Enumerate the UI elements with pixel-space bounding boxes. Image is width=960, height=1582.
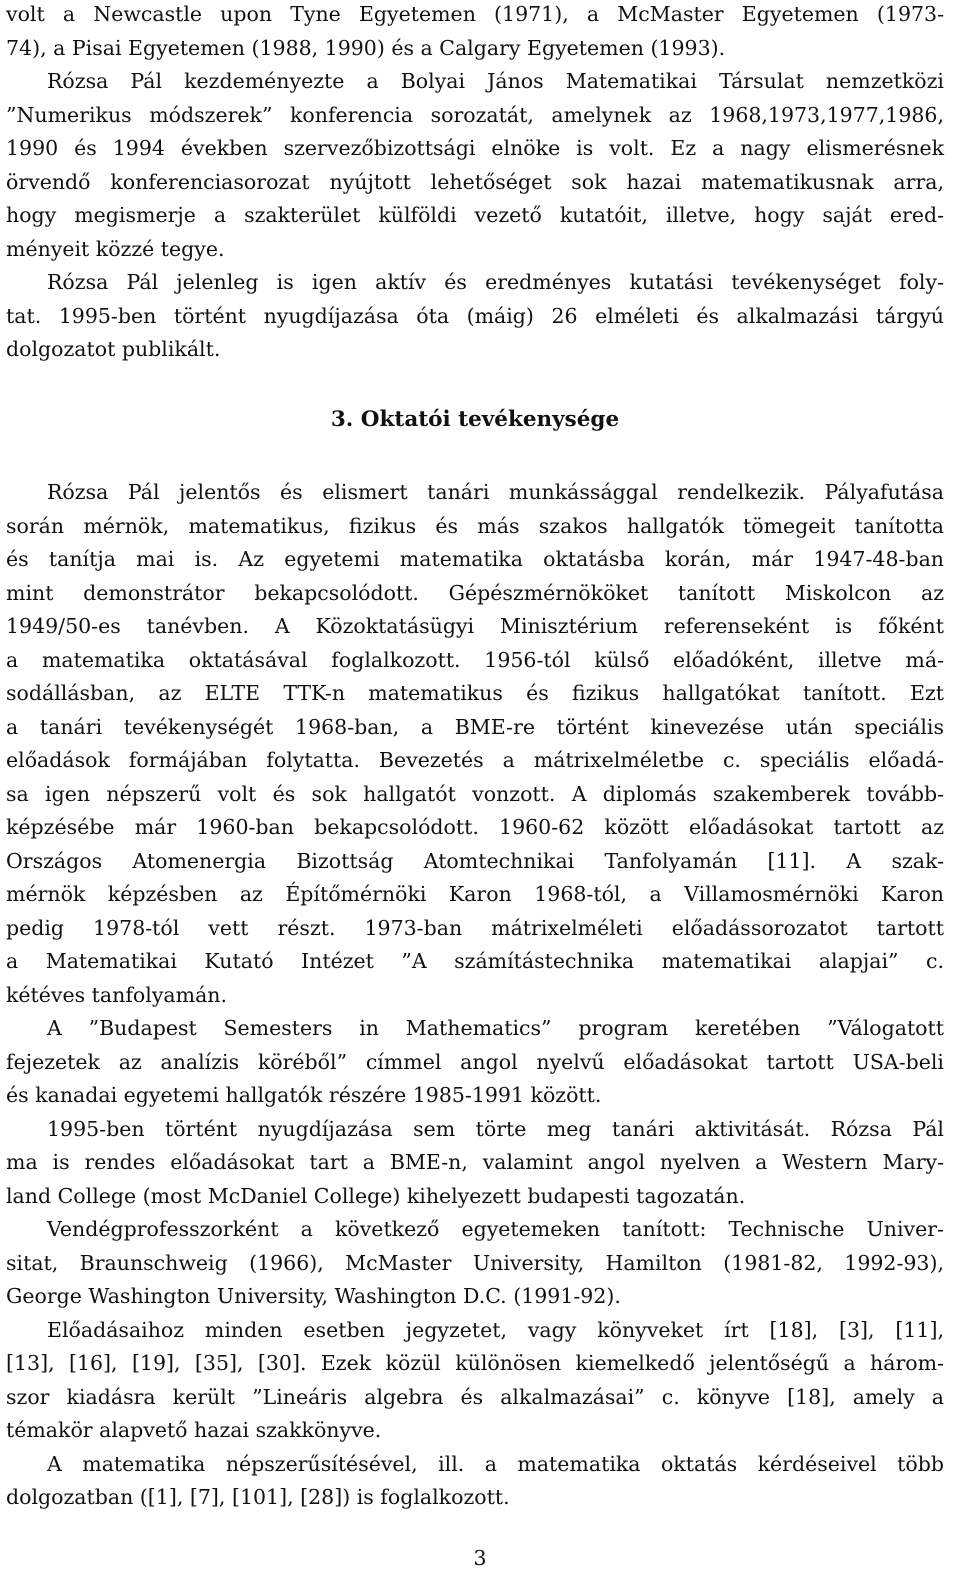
text-line: 1990 és 1994 években szervezőbizottsági elnöke is volt. Ez a nagy elismerésnek xyxy=(6,136,944,160)
text-line: mérnök képzésben az Építőmérnöki Karon 1968-tól, a Villamosmérnöki Karon xyxy=(6,882,944,906)
text-line: fejezetek az analízis köréből” címmel angol nyelvű előadásokat tartott USA-beli xyxy=(6,1049,944,1074)
text-line: képzésébe már 1960-ban bekapcsolódott. 1960-62 között előadásokat tartott az xyxy=(6,815,944,839)
text-line: Vendégprofesszorként a következő egyetemeken tanított: Technische Univer- xyxy=(47,1217,944,1241)
text-line: során mérnök, matematikus, fizikus és más szakos hallgatók tömegeit tanította xyxy=(6,513,944,538)
text-line: a matematika oktatásával foglalkozott. 1956-tól külső előadóként, illetve má- xyxy=(6,647,944,672)
text-line: a Matematikai Kutató Intézet ”A számítástechnika matematikai alapjai” c. xyxy=(6,949,944,973)
text-line: George Washington University, Washington D.C. (1991-92). xyxy=(6,1284,621,1308)
section-heading: 3. Oktatói tevékenysége xyxy=(330,407,620,432)
text-line: és tanítja mai is. Az egyetemi matematika oktatásba korán, már 1947-48-ban xyxy=(6,547,944,571)
intro-paragraphs xyxy=(6,0,944,367)
text-line: előadások formájában folytatta. Bevezetés a mátrixelméletbe c. speciális előadá- xyxy=(6,748,944,772)
text-line: Rózsa Pál jelenleg is igen aktív és eredményes kutatási tevékenységet foly- xyxy=(47,270,944,294)
text-line: ményeit közzé tegye. xyxy=(6,236,225,261)
text-line: Rózsa Pál jelentős és elismert tanári munkássággal rendelkezik. Pályafutása xyxy=(47,480,944,504)
text-line: 1949/50-es tanévben. A Közoktatásügyi Minisztérium referenseként is főként xyxy=(6,614,944,638)
text-line: volt a Newcastle upon Tyne Egyetemen (1971), a McMaster Egyetemen (1973- xyxy=(6,2,944,26)
text-line: dolgozatot publikált. xyxy=(6,337,221,361)
text-line: 1995-ben történt nyugdíjazása sem törte meg tanári aktivitását. Rózsa Pál xyxy=(47,1116,944,1141)
text-line: 74), a Pisai Egyetemen (1988, 1990) és a Calgary Egyetemen (1993). xyxy=(6,35,726,60)
text-line: hogy megismerje a szakterület külföldi vezető kutatóit, illetve, hogy saját ered- xyxy=(6,203,944,227)
text-line: tat. 1995-ben történt nyugdíjazása óta (máig) 26 elméleti és alkalmazási tárgyú xyxy=(6,303,944,328)
text-line: A matematika népszerűsítésével, ill. a matematika oktatás kérdéseivel több xyxy=(47,1451,944,1476)
page-number: 3 xyxy=(473,1546,487,1570)
text-line: land College (most McDaniel College) kihelyezett budapesti tagozatán. xyxy=(6,1183,746,1208)
text-line: Előadásaihoz minden esetben jegyzetet, vagy könyveket írt [18], [3], [11], xyxy=(47,1317,944,1342)
text-line: dolgozatban ([1], [7], [101], [28]) is foglalkozott. xyxy=(6,1485,510,1509)
text-line: kétéves tanfolyamán. xyxy=(6,982,228,1007)
text-line: [13], [16], [19], [35], [30]. Ezek közül különösen kiemelkedő jelentőségű a három- xyxy=(6,1351,944,1375)
text-line: ma is rendes előadásokat tart a BME-n, valamint angol nyelven a Western Mary- xyxy=(6,1150,944,1174)
text-line: sa igen népszerű volt és sok hallgatót vonzott. A diplomás szakemberek tovább- xyxy=(6,781,944,806)
text-line: ”Numerikus módszerek” konferencia sorozatát, amelynek az 1968,1973,1977,1986, xyxy=(6,102,944,127)
text-line: szor kiadásra került ”Lineáris algebra és alkalmazásai” c. könyve [18], amely a xyxy=(6,1384,944,1409)
text-line: sitat, Braunschweig (1966), McMaster University, Hamilton (1981-82, 1992-93), xyxy=(6,1250,944,1275)
text-line: mint demonstrátor bekapcsolódott. Gépészmérnököket tanított Miskolcon az xyxy=(6,580,944,605)
text-line: a tanári tevékenységét 1968-ban, a BME-re történt kinevezése után speciális xyxy=(6,714,944,739)
teaching-section-body xyxy=(6,476,944,1515)
text-line: Rózsa Pál kezdeményezte a Bolyai János Matematikai Társulat nemzetközi xyxy=(47,69,944,93)
text-line: témakör alapvető hazai szakkönyve. xyxy=(6,1418,382,1442)
text-line: Országos Atomenergia Bizottság Atomtechnikai Tanfolyamán [11]. A szak- xyxy=(6,848,944,873)
text-line: A ”Budapest Semesters in Mathematics” program keretében ”Válogatott xyxy=(47,1016,944,1040)
text-line: sodállásban, az ELTE TTK-n matematikus és fizikus hallgatókat tanított. Ezt xyxy=(6,681,944,705)
text-line: pedig 1978-tól vett részt. 1973-ban mátrixelméleti előadássorozatot tartott xyxy=(6,915,944,940)
text-line: és kanadai egyetemi hallgatók részére 1985-1991 között. xyxy=(6,1083,602,1107)
text-line: örvendő konferenciasorozat nyújtott lehetőséget sok hazai matematikusnak arra, xyxy=(6,169,944,194)
